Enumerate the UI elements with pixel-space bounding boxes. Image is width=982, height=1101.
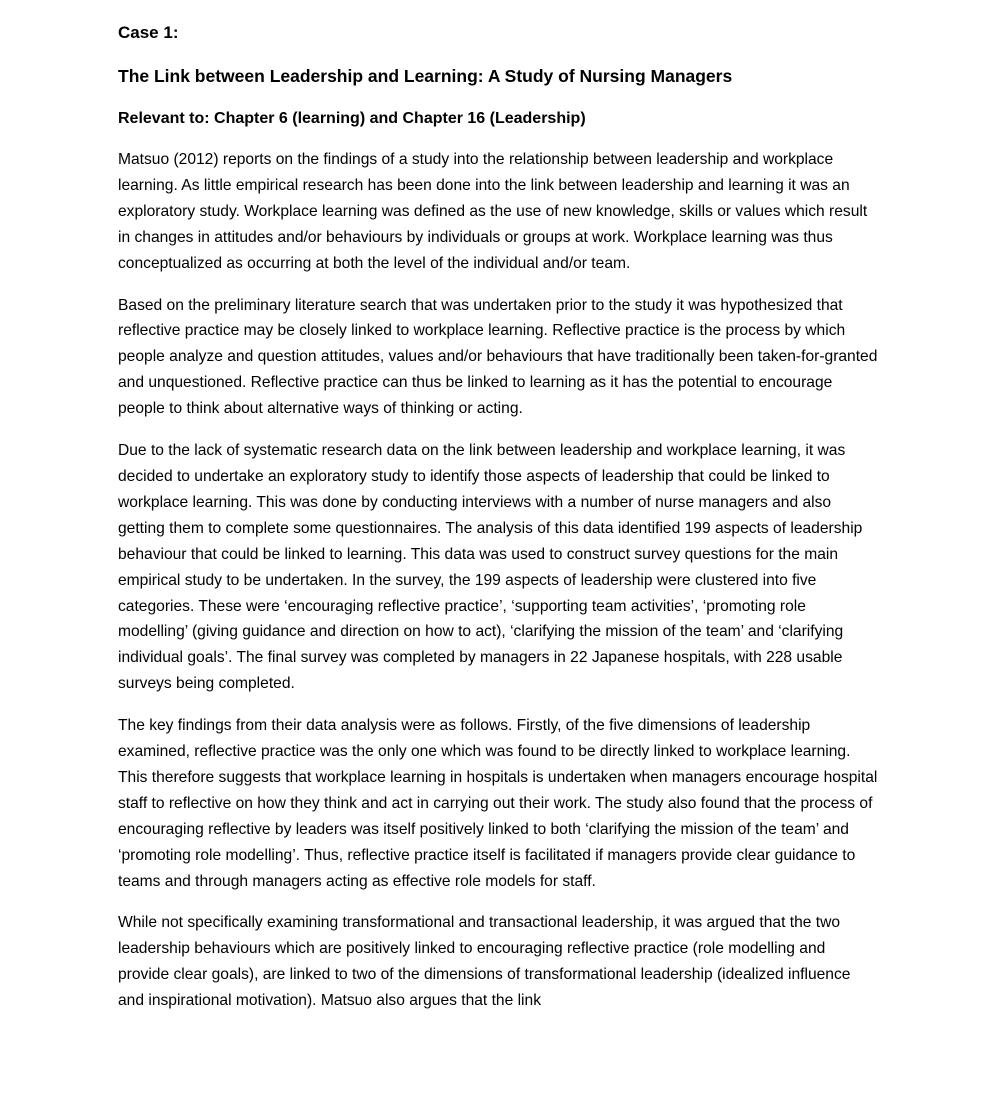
paragraph: While not specifically examining transformational and transactional leadership, it was argued that the two leadership behaviours which are positively linked to encouraging reflective practice (role modelling and provide clear goals), are linked to two of the dimensions of transformational leadership (idealized influence and inspirational motivation). Matsuo also argues that the link: [118, 914, 851, 1010]
paragraph: Matsuo (2012) reports on the findings of a study into the relationship between leadership and workplace learning. As little empirical research has been done into the link between leadership and learning it was an exploratory study. Workplace learning was defined as the use of new knowledge, skills or values which result in changes in attitudes and/or behaviours by individuals or groups at work. Workplace learning was thus conceptualized as occurring at both the level of the individual and/or team.: [118, 151, 868, 272]
document-page: [118, 20, 878, 1030]
paragraph: The key findings from their data analysis were as follows. Firstly, of the five dimensions of leadership examined, reflective practice was the only one which was found to be directly linked to workplace learning. This therefore suggests that workplace learning in hospitals is undertaken when managers encourage hospital staff to reflective on how they think and act in carrying out their work. The study also found that the process of encouraging reflective by leaders was itself positively linked to both ‘clarifying the mission of the team’ and ‘promoting role modelling’. Thus, reflective practice itself is facilitated if managers provide clear guidance to teams and through managers acting as effective role models for staff.: [118, 717, 878, 890]
case-label: Case 1:: [118, 23, 179, 42]
paragraph: Due to the lack of systematic research data on the link between leadership and workplace learning, it was decided to undertake an exploratory study to identify those aspects of leadership that could be linked to workplace learning. This was done by conducting interviews with a number of nurse managers and also getting them to complete some questionnaires. The analysis of this data identified 199 aspects of leadership behaviour that could be linked to learning. This data was used to construct survey questions for the main empirical study to be undertaken. In the survey, the 199 aspects of leadership were clustered into five categories. These were ‘encouraging reflective practice’, ‘supporting team activities’, ‘promoting role modelling’ (giving guidance and direction on how to act), ‘clarifying the mission of the team’ and ‘clarifying individual goals’. The final survey was completed by managers in 22 Japanese hospitals, with 228 usable surveys being completed.: [118, 442, 863, 693]
document-title: The Link between Leadership and Learning: A Study of Nursing Managers: [118, 66, 733, 86]
relevant-chapters: Relevant to: Chapter 6 (learning) and Chapter 16 (Leadership): [118, 110, 586, 127]
paragraph: Based on the preliminary literature search that was undertaken prior to the study it was hypothesized that reflective practice may be closely linked to workplace learning. Reflective practice is the process by which people analyze and question attitudes, values and/or behaviours that have traditionally been taken-for-granted and unquestioned. Reflective practice can thus be linked to learning as it has the potential to encourage people to think about alternative ways of thinking or acting.: [118, 296, 878, 418]
